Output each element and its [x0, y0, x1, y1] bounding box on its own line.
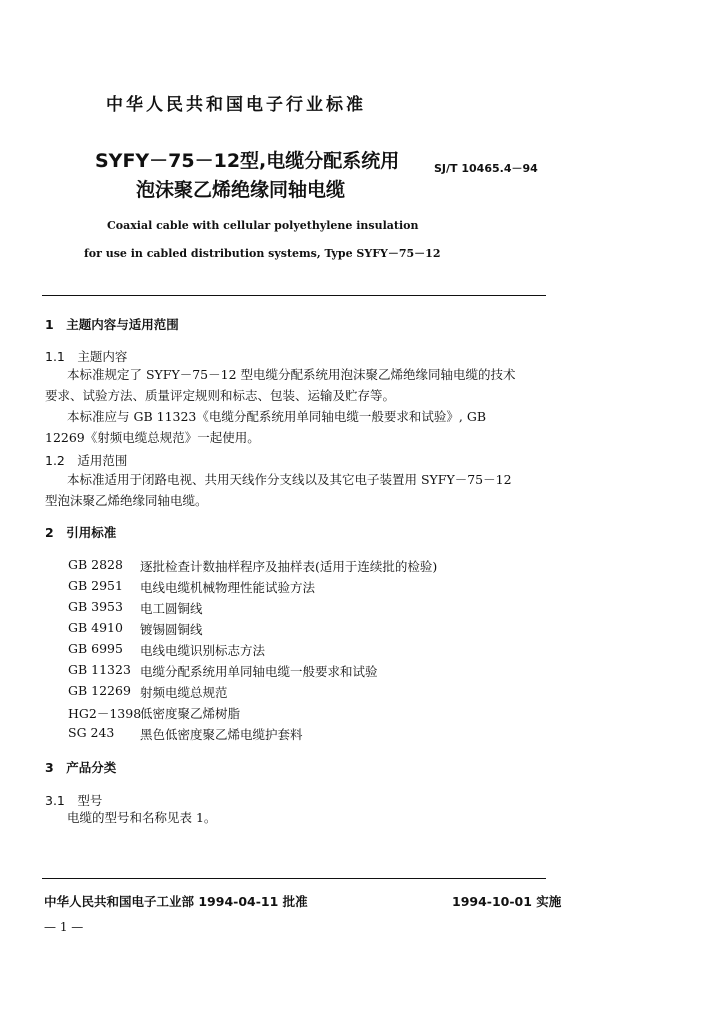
reference-title: 电线电缆识别标志方法 [140, 643, 266, 658]
section-3-1-paragraph-1: 电缆的型号和名称见表 1。 [67, 810, 217, 825]
reference-title: 电缆分配系统用单同轴电缆一般要求和试验 [140, 664, 378, 679]
title-line-2: 泡沫聚乙烯绝缘同轴电缆 [136, 179, 346, 201]
reference-title: 电线电缆机械物理性能试验方法 [140, 580, 316, 595]
standard-category: 中华人民共和国电子行业标准 [106, 95, 366, 115]
reference-code: GB 2951 [68, 578, 123, 593]
reference-title: 黑色低密度聚乙烯电缆护套料 [140, 727, 303, 742]
reference-code: GB 4910 [68, 620, 123, 635]
reference-code: GB 11323 [68, 662, 131, 677]
title-line-1: SYFY－75－12型,电缆分配系统用 [95, 150, 400, 172]
reference-code: GB 3953 [68, 599, 123, 614]
reference-title: 射频电缆总规范 [140, 685, 228, 700]
header-divider [42, 295, 546, 296]
standard-number: SJ/T 10465.4－94 [434, 162, 538, 175]
reference-title: 逐批检查计数抽样程序及抽样表(适用于连续批的检验) [140, 559, 438, 574]
section-1-1-heading: 1.1 主题内容 [45, 349, 128, 364]
section-1-2-heading: 1.2 适用范围 [45, 453, 128, 468]
reference-title: 镀锡圆铜线 [140, 622, 203, 637]
section-1-1-paragraph-2: 本标准应与 GB 11323《电缆分配系统用单同轴电缆一般要求和试验》, GB 12269《射频电缆总规范》一起使用。 [45, 409, 487, 445]
reference-title: 电工圆铜线 [140, 601, 203, 616]
section-3-heading: 3 产品分类 [45, 760, 117, 775]
reference-code: GB 2828 [68, 557, 123, 572]
page-number: — 1 — [44, 920, 84, 934]
section-3-1-heading: 3.1 型号 [45, 793, 103, 808]
section-2-heading: 2 引用标准 [45, 525, 117, 540]
footer-divider [42, 878, 546, 879]
reference-code: GB 6995 [68, 641, 123, 656]
section-1-2-paragraph-1: 本标准适用于闭路电视、共用天线作分支线以及其它电子装置用 SYFY－75－12 型泡沫聚乙烯绝缘同轴电缆。 [45, 472, 512, 508]
english-title-line-2: for use in cabled distribution systems, Type SYFY－75－12 [84, 247, 441, 260]
approval-note: 中华人民共和国电子工业部 1994-04-11 批准 [44, 894, 308, 909]
reference-code: HG2－1398 [68, 706, 142, 721]
reference-code: SG 243 [68, 725, 115, 740]
reference-code: GB 12269 [68, 683, 131, 698]
section-1-1-paragraph-1: 本标准规定了 SYFY－75－12 型电缆分配系统用泡沫聚乙烯绝缘同轴电缆的技术要求、试验方法、质量评定规则和标志、包装、运输及贮存等。 [45, 367, 516, 403]
english-title-line-1: Coaxial cable with cellular polyethylene insulation [107, 219, 419, 232]
implementation-date: 1994-10-01 实施 [452, 894, 562, 909]
reference-title: 低密度聚乙烯树脂 [140, 706, 241, 721]
section-1-heading: 1 主题内容与适用范围 [45, 317, 179, 332]
